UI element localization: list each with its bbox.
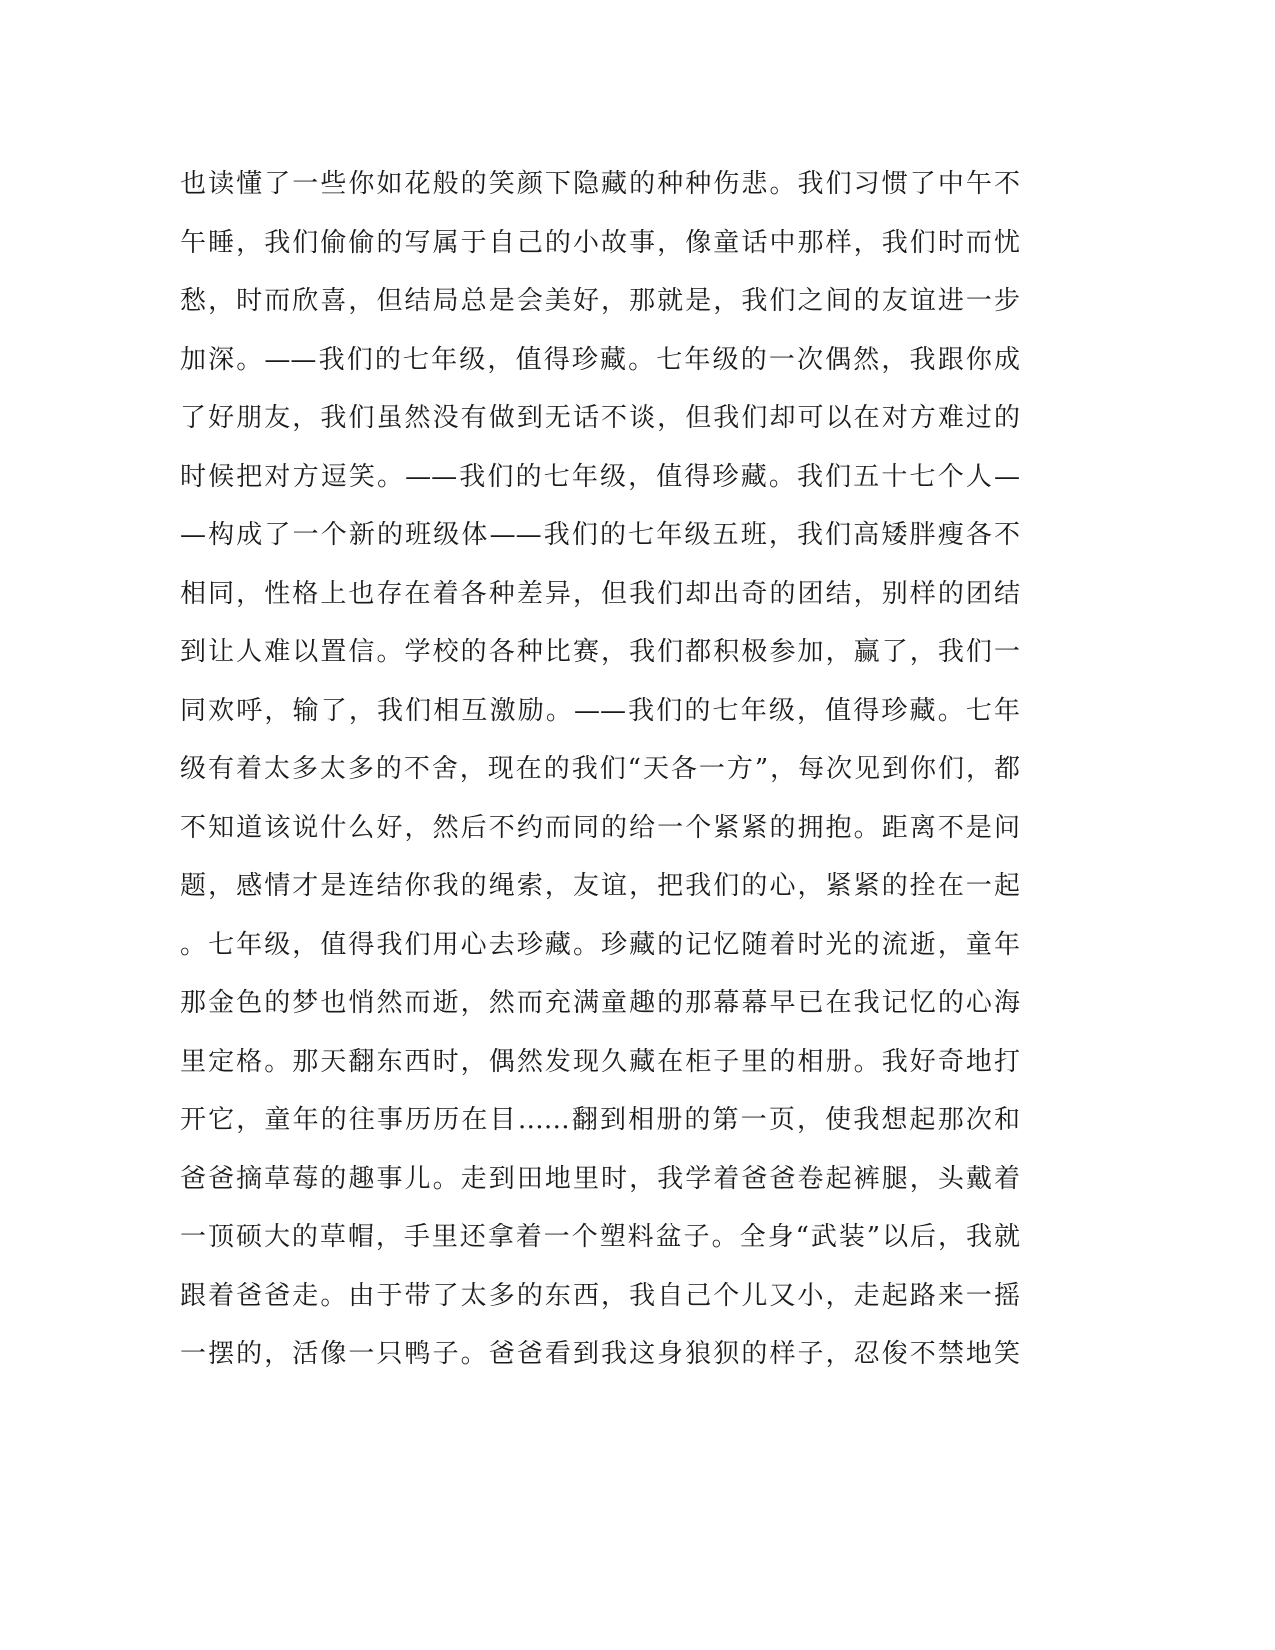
text-line: 爸爸摘草莓的趣事儿。走到田地里时，我学着爸爸卷起裤腿，头戴着 <box>180 1163 1020 1194</box>
text-line: 时候把对方逗笑。——我们的七年级，值得珍藏。我们五十七个人— <box>180 461 1020 492</box>
text-line: 。七年级，值得我们用心去珍藏。珍藏的记忆随着时光的流逝，童年 <box>180 929 1020 960</box>
text-line: 一摆的，活像一只鸭子。爸爸看到我这身狼狈的样子，忍俊不禁地笑 <box>180 1339 1020 1369</box>
text-line: 题，感情才是连结你我的绳索，友谊，把我们的心，紧紧的拴在一起 <box>180 871 1020 901</box>
text-line: 里定格。那天翻东西时，偶然发现久藏在柜子里的相册。我好奇地打 <box>180 1046 1020 1077</box>
text-line: 级有着太多太多的不舍，现在的我们“天各一方”，每次见到你们，都 <box>180 754 1020 784</box>
text-line: 午睡，我们偷偷的写属于自己的小故事，像童话中那样，我们时而忧 <box>180 227 1020 258</box>
text-line: 愁，时而欣喜，但结局总是会美好，那就是，我们之间的友谊进一步 <box>180 286 1020 316</box>
text-line: 不知道该说什么好，然后不约而同的给一个紧紧的拥抱。距离不是问 <box>180 812 1020 843</box>
text-line: 也读懂了一些你如花般的笑颜下隐藏的种种伤悲。我们习惯了中午不 <box>180 169 1020 199</box>
body-text <box>180 155 1020 1384</box>
text-line: 到让人难以置信。学校的各种比赛，我们都积极参加，赢了，我们一 <box>180 637 1020 667</box>
text-line: 那金色的梦也悄然而逝，然而充满童趣的那幕幕早已在我记忆的心海 <box>180 988 1020 1018</box>
text-line: 同欢呼，输了，我们相互激励。——我们的七年级，值得珍藏。七年 <box>180 695 1020 726</box>
text-line: 了好朋友，我们虽然没有做到无话不谈，但我们却可以在对方难过的 <box>180 403 1020 433</box>
text-line: 开它，童年的往事历历在目……翻到相册的第一页，使我想起那次和 <box>180 1105 1020 1135</box>
text-line: 跟着爸爸走。由于带了太多的东西，我自己个儿又小，走起路来一摇 <box>180 1280 1020 1311</box>
text-line: 加深。——我们的七年级，值得珍藏。七年级的一次偶然，我跟你成 <box>180 344 1020 375</box>
text-line: 一顶硕大的草帽，手里还拿着一个塑料盆子。全身“武装”以后，我就 <box>180 1222 1020 1252</box>
text-line: 相同，性格上也存在着各种差异，但我们却出奇的团结，别样的团结 <box>180 578 1020 609</box>
text-line: —构成了一个新的班级体——我们的七年级五班，我们高矮胖瘦各不 <box>180 520 1020 550</box>
